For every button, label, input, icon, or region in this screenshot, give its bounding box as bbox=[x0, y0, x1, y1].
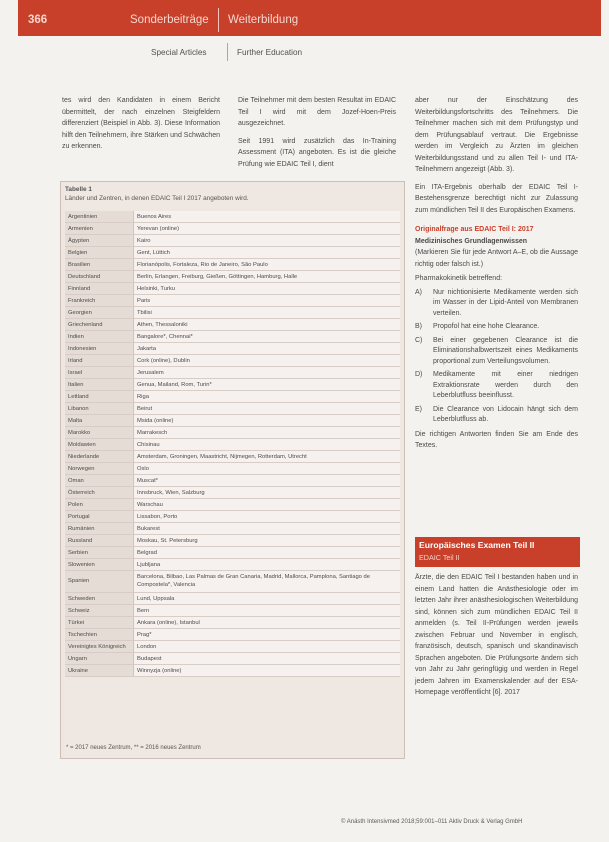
country-cell: Libanon bbox=[65, 403, 134, 415]
cities-cell: Belgrad bbox=[134, 547, 401, 559]
country-cell: Indonesien bbox=[65, 343, 134, 355]
table-row bbox=[65, 439, 400, 451]
cities-cell: Paris bbox=[134, 295, 401, 307]
cities-cell: Prag* bbox=[134, 629, 401, 641]
country-cell: Russland bbox=[65, 535, 134, 547]
table-row bbox=[65, 605, 400, 617]
text-column-3 bbox=[415, 95, 578, 458]
country-cell: Armenien bbox=[65, 223, 134, 235]
cities-cell: Helsinki, Turku bbox=[134, 283, 401, 295]
cities-cell: Bukarest bbox=[134, 523, 401, 535]
cities-cell: Ankara (online), Istanbul bbox=[134, 617, 401, 629]
cities-cell: Florianópolis, Fortaleza, Rio de Janeiro, São Paulo bbox=[134, 259, 401, 271]
country-cell: Lettland bbox=[65, 391, 134, 403]
country-cell: Brasilien bbox=[65, 259, 134, 271]
country-cell: Griechenland bbox=[65, 319, 134, 331]
answer-note: Die richtigen Antworten finden Sie am Ende des Textes. bbox=[415, 430, 578, 449]
cities-cell: Innsbruck, Wien, Salzburg bbox=[134, 487, 401, 499]
paragraph: Ärzte, die den EDAIC Teil I bestanden haben und in einem Land hatten die Anästhesiologie oder im letzten Jahr ihrer anästhesiologischen Weiterbildung sind, können sich zum mündlichen EDAIC Teil II anmelden (s. Teil II-Prüfungen werden jeweils zwischen Februar und November in englisch, französisch, deutsch, spanisch und skandinavisch Sprachen angeboten. Die Prüfungsorte ändern sich von Jahr zu Jahr geringfügig und werden in Regel jedem Jahren im Examenskalender auf der ESA-Homepage veröffentlicht [6]. 2017 bbox=[415, 574, 578, 696]
table-row bbox=[65, 463, 400, 475]
cities-cell: Beirut bbox=[134, 403, 401, 415]
table-row bbox=[65, 629, 400, 641]
paragraph: Seit 1991 wird zusätzlich das In-Training Assessment (ITA) angeboten. Es ist die gleiche Prüfung wie EDAIC Teil I, dient bbox=[238, 137, 396, 168]
table-panel bbox=[60, 181, 405, 759]
table-row bbox=[65, 665, 400, 677]
table-row bbox=[65, 427, 400, 439]
country-cell: Ukraine bbox=[65, 665, 134, 677]
table-row bbox=[65, 223, 400, 235]
cities-cell: Buenos Aires bbox=[134, 211, 401, 223]
text-column-1 bbox=[62, 95, 220, 159]
country-cell: Finnland bbox=[65, 283, 134, 295]
table-row bbox=[65, 523, 400, 535]
subheader-divider bbox=[227, 43, 228, 61]
table-row bbox=[65, 475, 400, 487]
cities-cell: Yerevan (online) bbox=[134, 223, 401, 235]
paragraph: aber nur der Einschätzung des Weiterbildungsfortschritts des Teilnehmers. Die Teilnehmer machen sich mit dem Prüfungstyp und dem Prüfungsablauf vertraut. Die Ergebnisse werden im Vergleich zu Ärzten im gleichen Weiterbildungsstand und zu allen Teil I- und ITA-Teilnehmern angezeigt (Abb. 3). bbox=[415, 97, 578, 173]
country-cell: Portugal bbox=[65, 511, 134, 523]
country-cell: Deutschland bbox=[65, 271, 134, 283]
table-label: Tabelle 1 bbox=[65, 186, 92, 193]
country-cell: Ungarn bbox=[65, 653, 134, 665]
table-row bbox=[65, 403, 400, 415]
table-row bbox=[65, 343, 400, 355]
cities-cell: London bbox=[134, 641, 401, 653]
table-row bbox=[65, 499, 400, 511]
country-cell: Argentinien bbox=[65, 211, 134, 223]
table-row bbox=[65, 617, 400, 629]
cities-cell: Oslo bbox=[134, 463, 401, 475]
country-cell: Indien bbox=[65, 331, 134, 343]
cities-cell: Jakarta bbox=[134, 343, 401, 355]
answer-item: C) Bei einer gegebenen Clearance ist die Eliminationshalbwertszeit eines Medikaments proportional zum Verteilungsvolumen. bbox=[415, 336, 578, 365]
cities-cell: Warschau bbox=[134, 499, 401, 511]
table-footnote: * = 2017 neues Zentrum, ** = 2016 neues Zentrum bbox=[66, 745, 201, 751]
country-cell: Israel bbox=[65, 367, 134, 379]
table-row bbox=[65, 367, 400, 379]
cities-cell: Lund, Uppsala bbox=[134, 593, 401, 605]
subheader-left: Special Articles bbox=[151, 48, 207, 57]
cities-cell: Winnyzja (online) bbox=[134, 665, 401, 677]
cities-cell: Jerusalem bbox=[134, 367, 401, 379]
answer-item: B) Propofol hat eine hohe Clearance. bbox=[415, 323, 540, 330]
country-cell: Moldawien bbox=[65, 439, 134, 451]
header-divider bbox=[218, 8, 219, 32]
country-cell: Frankreich bbox=[65, 295, 134, 307]
subheader-right: Further Education bbox=[237, 48, 303, 57]
cities-cell: Bern bbox=[134, 605, 401, 617]
country-cell: Ägypten bbox=[65, 235, 134, 247]
paragraph: tes wird den Kandidaten in einem Bericht übermittelt, der nach einzelnen Steigfeldern differenziert (Beispiel in Abb. 3). Diese Information hilft den Teilnehmern, ihre Stärken und Schwächen zu erkennen. bbox=[62, 97, 220, 150]
text-column-2 bbox=[238, 95, 396, 176]
table-row bbox=[65, 307, 400, 319]
country-cell: Oman bbox=[65, 475, 134, 487]
header-bar bbox=[18, 0, 601, 36]
country-cell: Marokko bbox=[65, 427, 134, 439]
text-column-3-lower bbox=[415, 572, 578, 705]
cities-cell: Muscat* bbox=[134, 475, 401, 487]
table-row bbox=[65, 653, 400, 665]
table-row bbox=[65, 487, 400, 499]
table-row bbox=[65, 391, 400, 403]
cities-cell: Berlin, Erlangen, Freiburg, Gießen, Göttingen, Hamburg, Halle bbox=[134, 271, 401, 283]
table-caption-text: Länder und Zentren, in denen EDAIC Teil I 2017 angeboten wird. bbox=[65, 195, 249, 202]
page-number: 366 bbox=[28, 14, 48, 26]
section-title: Sonderbeiträge bbox=[130, 14, 209, 26]
cities-cell: Chisinau bbox=[134, 439, 401, 451]
cities-cell: Genua, Mailand, Rom, Turin* bbox=[134, 379, 401, 391]
table-row bbox=[65, 331, 400, 343]
cities-cell: Marrakesch bbox=[134, 427, 401, 439]
table-row bbox=[65, 211, 400, 223]
country-cell: Niederlande bbox=[65, 451, 134, 463]
cities-cell: Lissabon, Porto bbox=[134, 511, 401, 523]
section-box-title: Europäisches Examen Teil II bbox=[419, 540, 535, 550]
answer-item: A) Nur nichtionisierte Medikamente werden sich im Wasser in der Lipid-Anteil von Membranen verteilen. bbox=[415, 288, 578, 317]
country-cell: Tschechien bbox=[65, 629, 134, 641]
question-lead: Pharmakokinetik betreffend: bbox=[415, 275, 503, 282]
country-cell: Schweiz bbox=[65, 605, 134, 617]
question-instruction: (Markieren Sie für jede Antwort A–E, ob die Aussage richtig oder falsch ist.) bbox=[415, 249, 578, 268]
table-row bbox=[65, 259, 400, 271]
table-row bbox=[65, 319, 400, 331]
country-cell: Schweden bbox=[65, 593, 134, 605]
centers-table bbox=[65, 211, 400, 677]
section-box bbox=[415, 537, 580, 567]
cities-cell: Barcelona, Bilbao, Las Palmas de Gran Canaria, Madrid, Mallorca, Pamplona, Santiago de Compostela*, Valencia bbox=[134, 571, 401, 593]
country-cell: Italien bbox=[65, 379, 134, 391]
cities-cell: Athen, Thessaloniki bbox=[134, 319, 401, 331]
country-cell: Irland bbox=[65, 355, 134, 367]
cities-cell: Bangalore*, Chennai* bbox=[134, 331, 401, 343]
country-cell: Slowenien bbox=[65, 559, 134, 571]
answer-item: E) Die Clearance von Lidocain hängt sich dem Leberblutfluss ab. bbox=[415, 405, 578, 423]
country-cell: Österreich bbox=[65, 487, 134, 499]
table-row bbox=[65, 247, 400, 259]
category-title: Weiterbildung bbox=[228, 14, 299, 26]
table-row bbox=[65, 571, 400, 593]
country-cell: Serbien bbox=[65, 547, 134, 559]
table-row bbox=[65, 547, 400, 559]
country-cell: Belgien bbox=[65, 247, 134, 259]
table-row bbox=[65, 355, 400, 367]
question-subtitle: Medizinisches Grundlagenwissen bbox=[415, 237, 528, 245]
table-row bbox=[65, 535, 400, 547]
section-box-subtitle: EDAIC Teil II bbox=[419, 553, 460, 562]
cities-cell: Riga bbox=[134, 391, 401, 403]
table-row bbox=[65, 235, 400, 247]
table-row bbox=[65, 271, 400, 283]
country-cell: Türkei bbox=[65, 617, 134, 629]
cities-cell: Kairo bbox=[134, 235, 401, 247]
paragraph: Die Teilnehmer mit dem besten Resultat im EDAIC Teil I wird mit dem Jozef-Hoen-Preis ausgezeichnet. bbox=[238, 97, 396, 127]
country-cell: Georgien bbox=[65, 307, 134, 319]
country-cell: Spanien bbox=[65, 571, 134, 593]
country-cell: Rumänien bbox=[65, 523, 134, 535]
table-row bbox=[65, 295, 400, 307]
cities-cell: Msida (online) bbox=[134, 415, 401, 427]
page-footer: © Anästh Intensivmed 2018;59:001–011 Aktiv Druck & Verlag GmbH bbox=[341, 819, 523, 825]
table-row bbox=[65, 641, 400, 653]
country-cell: Polen bbox=[65, 499, 134, 511]
table-row bbox=[65, 283, 400, 295]
table-row bbox=[65, 559, 400, 571]
answer-list bbox=[415, 288, 578, 426]
country-cell: Norwegen bbox=[65, 463, 134, 475]
cities-cell: Amsterdam, Groningen, Maastricht, Nijmegen, Rotterdam, Utrecht bbox=[134, 451, 401, 463]
cities-cell: Moskau, St. Petersburg bbox=[134, 535, 401, 547]
cities-cell: Budapest bbox=[134, 653, 401, 665]
table-row bbox=[65, 451, 400, 463]
cities-cell: Ljubljana bbox=[134, 559, 401, 571]
country-cell: Malta bbox=[65, 415, 134, 427]
cities-cell: Gent, Lüttich bbox=[134, 247, 401, 259]
answer-item: D) Medikamente mit einer niedrigen Extraktionsrate werden durch den Leberblutfluss beeinflusst. bbox=[415, 371, 578, 399]
country-cell: Vereinigtes Königreich bbox=[65, 641, 134, 653]
table-row bbox=[65, 415, 400, 427]
question-title: Originalfrage aus EDAIC Teil I: 2017 bbox=[415, 226, 534, 233]
cities-cell: Tbilisi bbox=[134, 307, 401, 319]
table-caption bbox=[65, 185, 249, 203]
paragraph: Ein ITA-Ergebnis oberhalb der EDAIC Teil I-Bestehensgrenze berechtigt nicht zur Zulassung zum mündlichen Teil II des Europäischen Examens. bbox=[415, 183, 578, 214]
cities-cell: Cork (online), Dublin bbox=[134, 355, 401, 367]
table-row bbox=[65, 593, 400, 605]
table-row bbox=[65, 511, 400, 523]
table-row bbox=[65, 379, 400, 391]
